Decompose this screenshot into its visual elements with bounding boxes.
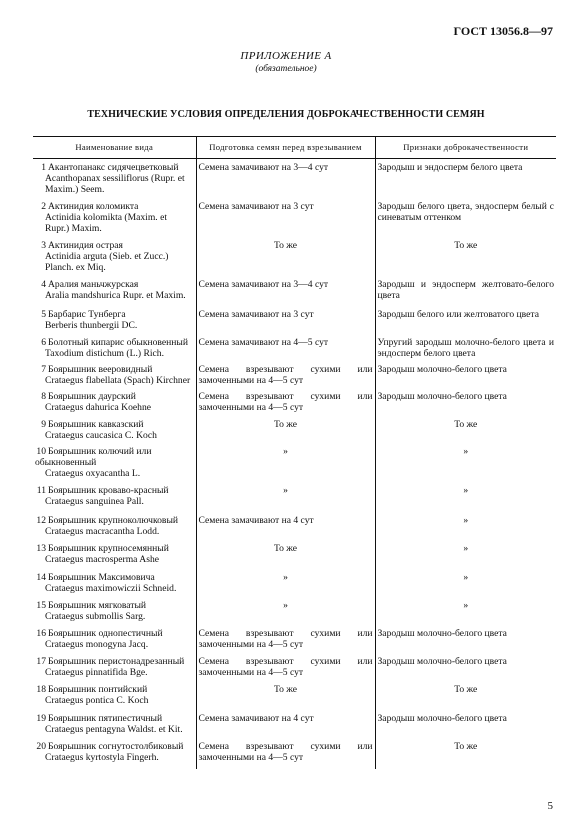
species-name: Боярышник колючий или обыкновенный: [35, 446, 152, 468]
preparation-cell: »: [196, 446, 375, 485]
species-name: Боярышник кавказский: [48, 419, 144, 430]
species-name: Боярышник пятипестичный: [48, 713, 163, 724]
row-number: 2: [41, 201, 46, 212]
row-number: 5: [41, 309, 46, 320]
species-name: Актинидия коломикта: [48, 201, 139, 212]
row-number: 19: [36, 713, 46, 724]
table-row: [33, 337, 556, 364]
species-line: [35, 364, 194, 375]
row-number: 10: [36, 446, 46, 457]
species-line: [35, 201, 194, 212]
species-name: Боярышник вееровидный: [48, 364, 153, 375]
table-row: [33, 628, 556, 656]
row-number: 17: [36, 656, 46, 667]
species-line: [35, 162, 194, 173]
quality-sign-cell: То же: [375, 419, 556, 446]
quality-sign-cell: То же: [375, 240, 556, 279]
species-name: Боярышник даурский: [48, 391, 136, 402]
preparation-cell: Семена взрезывают сухими или замоченными на 4—5 сут: [196, 656, 375, 684]
table-row: [33, 240, 556, 279]
quality-sign-cell: »: [375, 515, 556, 543]
species-latin-name: Aralia mandshurica Rupr. et Maxim.: [45, 290, 186, 301]
species-name: Боярышник однопестичный: [48, 628, 163, 639]
row-number: 6: [41, 337, 46, 348]
species-latin-name: Crataegus submollis Sarg.: [45, 611, 146, 622]
species-line: [35, 656, 194, 667]
row-number: 14: [36, 572, 46, 583]
species-line: [35, 713, 194, 724]
quality-sign-cell: »: [375, 600, 556, 628]
row-number: 16: [36, 628, 46, 639]
preparation-cell: Семена замачивают на 3 сут: [196, 309, 375, 337]
species-cell: [33, 600, 196, 628]
species-name: Боярышник мягковатый: [48, 600, 147, 611]
species-line: [35, 741, 194, 752]
preparation-cell: Семена замачивают на 3—4 сут: [196, 159, 375, 202]
quality-sign-cell: Зародыш молочно-белого цвета: [375, 656, 556, 684]
species-name: Боярышник кроваво-красный: [48, 485, 169, 496]
species-cell: [33, 628, 196, 656]
quality-sign-cell: Упругий зародыш молочно-белого цвета и эндосперм белого цвета: [375, 337, 556, 364]
species-latin-name: Acanthopanax sessiliflorus (Rupr. et Maxim.) Seem.: [45, 173, 185, 195]
species-line: [35, 419, 194, 430]
species-cell: [33, 572, 196, 600]
species-latin-name: Crataegus caucasica C. Koch: [45, 430, 157, 441]
row-number: 9: [41, 419, 46, 430]
species-cell: [33, 419, 196, 446]
quality-sign-cell: То же: [375, 741, 556, 769]
table-row: [33, 656, 556, 684]
species-name: Актинидия острая: [48, 240, 123, 251]
row-number: 7: [41, 364, 46, 375]
preparation-cell: Семена замачивают на 3—4 сут: [196, 279, 375, 309]
species-cell: [33, 656, 196, 684]
species-latin-name: Crataegus macracantha Lodd.: [45, 526, 160, 537]
species-cell: [33, 391, 196, 419]
column-header-species: Наименование вида: [33, 137, 196, 159]
table-row: [33, 713, 556, 741]
species-name: Боярышник крупноколючковый: [48, 515, 179, 526]
preparation-cell: Семена замачивают на 4 сут: [196, 713, 375, 741]
table-row: [33, 446, 556, 485]
row-number: 4: [41, 279, 46, 290]
table-row: [33, 391, 556, 419]
table-row: [33, 543, 556, 572]
preparation-cell: »: [196, 572, 375, 600]
table-row: [33, 279, 556, 309]
species-latin-name: Crataegus sanguinea Pall.: [45, 496, 144, 507]
species-line: [35, 240, 194, 251]
species-line: [35, 446, 194, 468]
species-cell: [33, 684, 196, 713]
quality-sign-cell: Зародыш молочно-белого цвета: [375, 713, 556, 741]
species-cell: [33, 279, 196, 309]
species-line: [35, 391, 194, 402]
species-cell: [33, 446, 196, 485]
species-cell: [33, 159, 196, 202]
species-line: [35, 600, 194, 611]
quality-sign-cell: Зародыш и эндосперм желтовато-белого цвета: [375, 279, 556, 309]
row-number: 18: [36, 684, 46, 695]
species-name: Акантопанакс сидячецветковый: [48, 162, 179, 173]
seed-quality-table: [33, 136, 556, 769]
quality-sign-cell: Зародыш молочно-белого цвета: [375, 364, 556, 391]
quality-sign-cell: Зародыш и эндосперм белого цвета: [375, 159, 556, 202]
species-cell: [33, 364, 196, 391]
table-row: [33, 684, 556, 713]
table-row: [33, 515, 556, 543]
document-code: ГОСТ 13056.8—97: [453, 24, 553, 38]
row-number: 13: [36, 543, 46, 554]
preparation-cell: То же: [196, 684, 375, 713]
preparation-cell: То же: [196, 240, 375, 279]
preparation-cell: »: [196, 600, 375, 628]
species-name: Боярышник понтийский: [48, 684, 148, 695]
species-latin-name: Crataegus monogyna Jacq.: [45, 639, 149, 650]
species-cell: [33, 309, 196, 337]
species-latin-name: Actinidia arguta (Sieb. et Zucc.) Planch. ex Miq.: [45, 251, 169, 273]
species-latin-name: Crataegus maximowiczii Schneid.: [45, 583, 177, 594]
species-cell: [33, 543, 196, 572]
appendix-title: ПРИЛОЖЕНИЕ А: [240, 50, 332, 62]
column-header-preparation: Подготовка семян перед взрезыванием: [196, 137, 375, 159]
column-header-quality-signs: Признаки доброкачественности: [375, 137, 556, 159]
table-row: [33, 741, 556, 769]
row-number: 15: [36, 600, 46, 611]
quality-sign-cell: »: [375, 485, 556, 515]
species-latin-name: Crataegus pentagyna Waldst. et Kit.: [45, 724, 183, 735]
table-row: [33, 309, 556, 337]
table-row: [33, 572, 556, 600]
appendix-subtitle: (обязательное): [255, 64, 317, 74]
species-cell: [33, 515, 196, 543]
quality-sign-cell: Зародыш молочно-белого цвета: [375, 628, 556, 656]
quality-sign-cell: Зародыш белого или желтоватого цвета: [375, 309, 556, 337]
quality-sign-cell: Зародыш молочно-белого цвета: [375, 391, 556, 419]
species-cell: [33, 240, 196, 279]
species-latin-name: Crataegus macrosperma Ashe: [45, 554, 160, 565]
species-name: Боярышник Максимовича: [48, 572, 155, 583]
table-row: [33, 159, 556, 202]
species-name: Боярышник согнутостолбиковый: [48, 741, 184, 752]
species-latin-name: Berberis thunbergii DC.: [45, 320, 138, 331]
quality-sign-cell: »: [375, 543, 556, 572]
quality-sign-cell: Зародыш белого цвета, эндосперм белый с синеватым оттенком: [375, 201, 556, 240]
species-latin-name: Crataegus pinnatifida Bge.: [45, 667, 148, 678]
species-line: [35, 279, 194, 290]
species-line: [35, 572, 194, 583]
row-number: 12: [36, 515, 46, 526]
species-line: [35, 628, 194, 639]
species-latin-name: Crataegus pontica C. Koch: [45, 695, 149, 706]
preparation-cell: Семена замачивают на 3 сут: [196, 201, 375, 240]
species-latin-name: Crataegus oxyacantha L.: [45, 468, 141, 479]
quality-sign-cell: »: [375, 572, 556, 600]
species-latin-name: Crataegus flabellata (Spach) Kirchner: [45, 375, 191, 386]
row-number: 11: [36, 485, 46, 496]
species-cell: [33, 337, 196, 364]
row-number: 3: [41, 240, 46, 251]
species-line: [35, 309, 194, 320]
preparation-cell: Семена взрезывают сухими или замоченными на 4—5 сут: [196, 741, 375, 769]
table-header-row: [33, 137, 556, 159]
preparation-cell: Семена замачивают на 4—5 сут: [196, 337, 375, 364]
species-name: Болотный кипарис обыкновенный: [48, 337, 189, 348]
row-number: 1: [41, 162, 46, 173]
species-cell: [33, 741, 196, 769]
preparation-cell: Семена взрезывают сухими или замоченными на 4—5 сут: [196, 391, 375, 419]
table-row: [33, 485, 556, 515]
species-line: [35, 684, 194, 695]
species-name: Барбарис Тунберга: [48, 309, 126, 320]
species-line: [35, 485, 194, 496]
species-cell: [33, 201, 196, 240]
quality-sign-cell: »: [375, 446, 556, 485]
page-number: 5: [547, 800, 553, 812]
species-cell: [33, 713, 196, 741]
species-cell: [33, 485, 196, 515]
species-line: [35, 515, 194, 526]
species-line: [35, 543, 194, 554]
table-row: [33, 419, 556, 446]
main-title: ТЕХНИЧЕСКИЕ УСЛОВИЯ ОПРЕДЕЛЕНИЯ ДОБРОКАЧЕСТВЕННОСТИ СЕМЯН: [87, 109, 485, 120]
species-latin-name: Crataegus dahurica Koehne: [45, 402, 152, 413]
preparation-cell: »: [196, 485, 375, 515]
species-latin-name: Taxodium distichum (L.) Rich.: [45, 348, 164, 359]
row-number: 8: [41, 391, 46, 402]
preparation-cell: То же: [196, 543, 375, 572]
table-row: [33, 364, 556, 391]
quality-sign-cell: То же: [375, 684, 556, 713]
species-latin-name: Crataegus kyrtostyla Fingerh.: [45, 752, 159, 763]
preparation-cell: Семена взрезывают сухими или замоченными на 4—5 сут: [196, 628, 375, 656]
species-name: Аралия маньчжурская: [48, 279, 139, 290]
preparation-cell: Семена взрезывают сухими или замоченными на 4—5 сут: [196, 364, 375, 391]
preparation-cell: Семена замачивают на 4 сут: [196, 515, 375, 543]
species-name: Боярышник крупносемянный: [48, 543, 169, 554]
species-line: [35, 337, 194, 348]
preparation-cell: То же: [196, 419, 375, 446]
species-name: Боярышник перистонадрезанный: [48, 656, 185, 667]
row-number: 20: [36, 741, 46, 752]
table-row: [33, 600, 556, 628]
species-latin-name: Actinidia kolomikta (Maxim. et Rupr.) Maxim.: [45, 212, 168, 234]
table-row: [33, 201, 556, 240]
